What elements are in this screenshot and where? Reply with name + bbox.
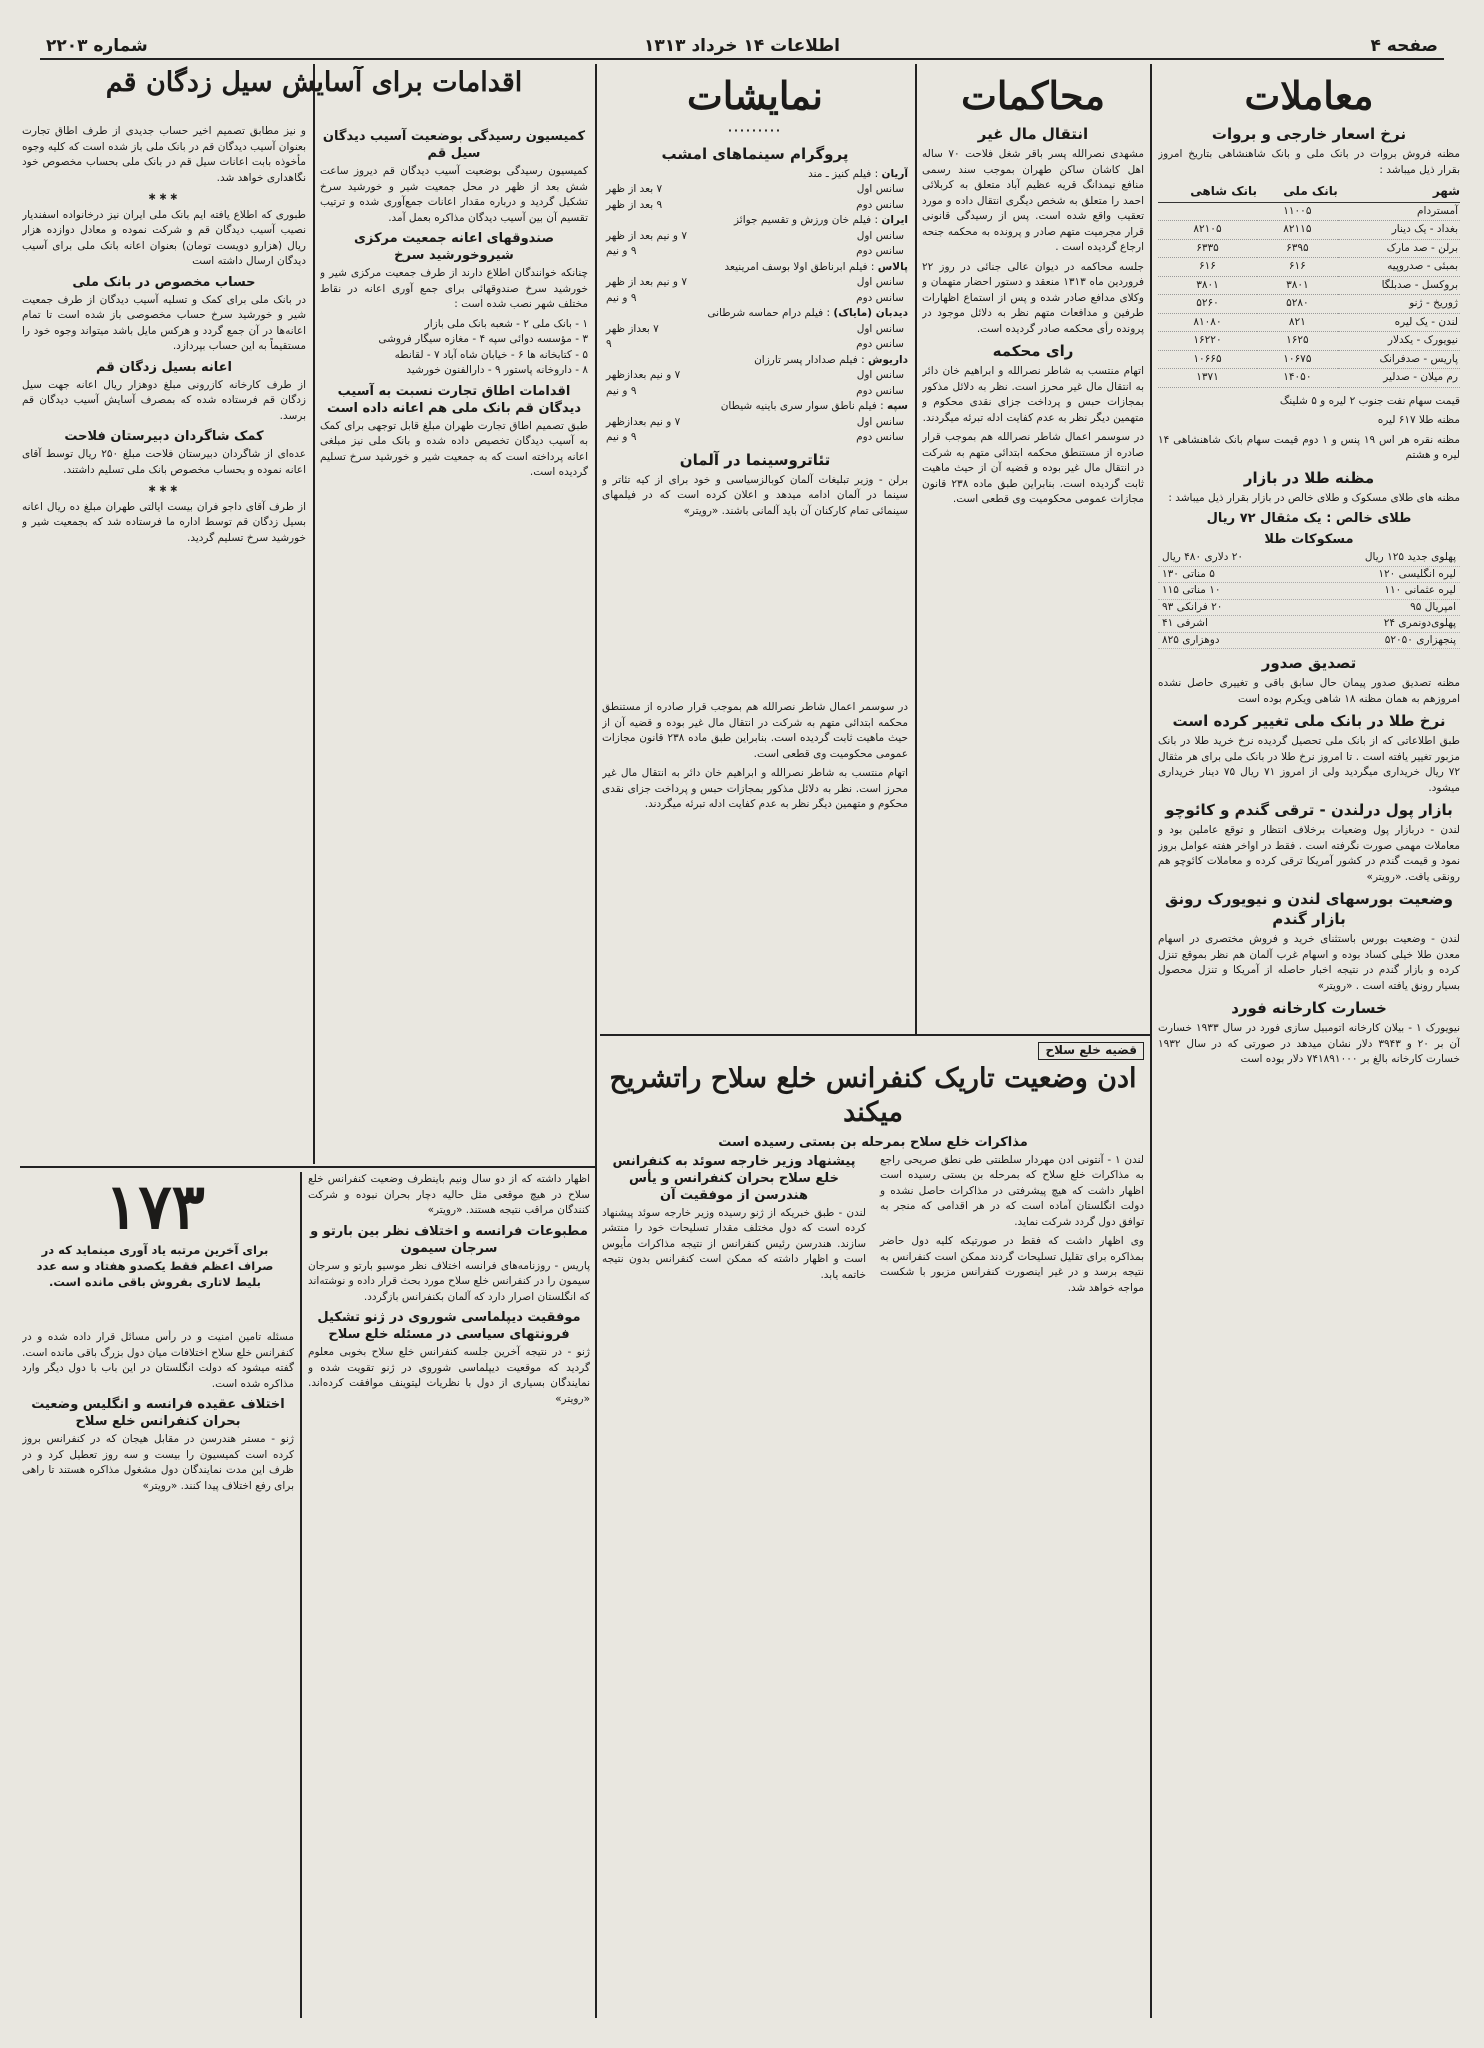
shahi-rate: ۱۶۲۲۰ xyxy=(1158,332,1257,351)
ford-text: نیویورک ۱ - بیلان کارخانه اتومبیل سازی فورد در سال ۱۹۳۳ خسارت آن بر ۲۰ و ۳۹۴۳ دلار نشان میدهد در صورتی که در سال ۱۹۳۲ خسارت کارخانه بالغ بر ۷۴۱۸۹۱۰۰۰ دلار بوده است xyxy=(1158,1022,1460,1065)
gold-market-intro: مظنه های طلای مسکوک و طلای خالص در بازار بقرار ذیل میباشد : xyxy=(1168,491,1460,504)
cinema-name: آریان xyxy=(881,167,908,180)
column-moamelat xyxy=(1158,66,1460,2021)
press-text: پاریس - روزنامه‌های فرانسه اختلاف نظر موسیو بارتو و سرجان سیمون را در کنفرانس خلع سلاح مورد بحث قرار داده و نوشته‌اند که انگلستان اصرار دارد که آلمان بکنفرانس بازگردد. xyxy=(308,1259,590,1303)
table-row xyxy=(1158,221,1460,240)
court-continuation xyxy=(602,700,908,1030)
list-item xyxy=(1158,550,1460,567)
shahi-rate: ۱۰۶۶۵ xyxy=(1158,350,1257,369)
list-item xyxy=(1158,633,1460,650)
city: پاریس - صدفرانک xyxy=(1338,350,1460,369)
lowleft-text: مسئله تامین امنیت و در رأس مسائل قرار داده شده و در کنفرانس خلع سلاح اختلافات میان دول بزرگ باقی مانده است. گفته میشود که دولت انگلستان در این باب با دول دیگر وارد مذاکره شده است. xyxy=(22,1331,294,1390)
table-row xyxy=(1158,369,1460,388)
session-label: سانس دوم xyxy=(856,291,904,304)
flood-sub2-heading: صندوقهای اعانه جمعیت مرکزی شیروخورشید سرخ xyxy=(353,231,555,263)
session-label: سانس دوم xyxy=(856,198,904,211)
disarm-tag: قضیه خلع سلاح xyxy=(1038,1042,1144,1060)
table-row xyxy=(1158,276,1460,295)
paper-date: اطلاعات ۱۴ خرداد ۱۳۱۳ xyxy=(644,36,840,56)
disarm-story xyxy=(602,1040,1144,2018)
special-account-heading: حساب مخصوص در بانک ملی xyxy=(72,274,256,290)
disarm-body xyxy=(602,1153,1144,1297)
page-label: صفحه ۴ xyxy=(1370,36,1438,56)
city: بغداد - یک دینار xyxy=(1338,221,1460,240)
column-rule xyxy=(313,64,315,1164)
flood-sub3-heading: اقدامات اطاق تجارت نسبت به آسیب دیدگان قم بانک ملی هم اعانه داده است xyxy=(326,383,582,416)
table-row xyxy=(1158,202,1460,221)
melli-rate: ۱۶۲۵ xyxy=(1257,332,1338,351)
cinema-film: فیلم درام حماسه شرطانی xyxy=(707,307,824,319)
midlow-text: اظهار داشته که از دو سال ونیم باینطرف وضعیت کنفرانس خلع سلاح در هیچ موقعی مثل حالیه دچار بحران نبوده و شرکت کنندگان مراقب نتیجه هستند. «رویتر» xyxy=(308,1173,590,1216)
city: برلن - صد مارک xyxy=(1338,239,1460,258)
coin-b: دوهزاری ۸۲۵ xyxy=(1162,633,1220,646)
city: بمبئی - صدروپیه xyxy=(1338,258,1460,277)
rates-intro: مظنه فروش بروات در بانک ملی و بانک شاهنشاهی بتاریخ امروز بقرار ذیل میباشد : xyxy=(1158,148,1460,176)
list-item: ۸ - داروخانه پاستور ۹ - دارالفنون خورشید xyxy=(406,364,588,376)
wheat-heading: بازار پول درلندن - ترقی گندم و کائوچو xyxy=(1165,801,1453,819)
lottery-number: ۱۷۳ xyxy=(105,1170,205,1243)
court-continuation-verdict: اتهام منتسب به شاطر نصرالله و ابراهیم خان دائر به انتقال مال غیر محرز است. نظر به دلائل مذکور بمجازات حبس و پرداخت جزای نقدی محکوم و متهمین دیگر نظر به عدم کفایت ادله تبرئه میگردند. xyxy=(602,767,908,810)
melli-rate: ۵۲۸۰ xyxy=(1257,295,1338,314)
session-label: سانس دوم xyxy=(856,431,904,443)
coins-heading: مسکوکات طلا xyxy=(1264,532,1354,547)
session-time: ۷ و نیم بعدازظهر xyxy=(606,369,681,381)
coin-a: پهلوی جدید ۱۲۵ ریال xyxy=(1364,551,1456,563)
cinema-block: آریان : فیلم کنیز ـ مند سانس اول ۷ بعد از ظهر سانس دوم ۹ بعد از ظهر xyxy=(602,167,908,214)
tasdiq-text: مظنه تصدیق صدور پیمان حال سابق باقی و تغییری حاصل نشده امروزهم به همان مظنه ۱۸ شاهی ویکرم بوده است xyxy=(1158,677,1460,705)
list-item: ۵ - کتابخانه ها ۶ - خیابان شاه آباد ۷ - لقانطه xyxy=(394,348,588,361)
flood-sub3-text: طبق تصمیم اطاق تجارت طهران مبلغ قابل توجهی برای کمک به آسیب دیدگان تخصیص داده شده و بانک ملی نیز مبلغی اعانه پرداخته است که به جمعیت شیر و خورشید سرخ تسلیم گردیده است. xyxy=(320,419,588,478)
melli-rate: ۱۰۶۷۵ xyxy=(1257,350,1338,369)
melli-rate: ۱۴۰۵۰ xyxy=(1257,369,1338,388)
flood-last-text: از طرف آقای داجو فران بیست ایالتی طهران مبلغ ده ریال اعانه بسیل زدگان قم توسط اداره ما فرستاده شد که بجمعیت شیر و خورشید سرخ تسلیم گردید. xyxy=(22,500,306,544)
shahi-rate: ۸۲۱۰۵ xyxy=(1158,221,1257,240)
gold-pound-note: مظنه طلا ۶۱۷ لیره xyxy=(1377,414,1460,426)
issue-number: شماره ۲۲۰۳ xyxy=(46,36,148,56)
proposal-text: لندن - طبق خبریکه از ژنو رسیده وزیر خارجه سوئد پیشنهاد کرده است که دول مختلف مقدار تسلیحات خود را منتشر سازند. هندرسن رئیس کنفرانس از نتیجه مذاکرات مأیوس است و اظهار داشته که ممکن است کنفرانس بدون نتیجه خاتمه یابد. xyxy=(602,1206,866,1281)
bourse-text: لندن - وضعیت بورس باستثنای خرید و فروش مختصری در اسهام معدن طلا خیلی کساد بوده و اسهام غرب آلمان هم نظر بموقع تنزل کرده و بازار گندم در نتیجه اخبار حاصله از آمریکا و تنزل محصول بسیار رونق یافته است . «رویتر» xyxy=(1158,933,1460,992)
column-namayeshat: نمایشات ········· پروگرام سینماهای امشب آریان : فیلم کنیز ـ مند سانس اول ۷ بعد از ظهر سانس دوم ۹ بعد از ظهر ایران : فیلم خان ورزش و تقسیم جوائز سانس اول ۷ و نیم بعد از ظهر سانس دوم ۹ و نیم پالاس : فیلم ابرناطق اولا بوسف امرینیعد سانس اول ۷ و نیم بعد از ظهر سانس دوم ۹ و نیم دیدبان (مایاک) : فیلم درام حماسه شرطانی سانس اول ۷ بعداز ظهر سانس دوم ۹ داریوش : فیلم صدادار پسر تارزان سانس اول ۷ و نیم بعدازظهر سانس دوم ۹ و نیم سپه : فیلم ناطق سوار سری باینیه شیطان سانس اول ۷ و نیم بعدازظهر سانس دوم ۹ و نیم تئاتروسینما در آلمان برلن - وزیر تبلیغات آلمان کوبالزسیاسی و خود برای از کیه تئاتر و سینما در آلمان ادامه میدهد و اعلان کرده است که در فیلمهای سینمائی تمام کارکنان آن باید آلمانی باشند. «رویتر» xyxy=(602,66,908,696)
session-time: ۷ بعد از ظهر xyxy=(606,183,663,195)
melli-rate: ۳۸۰۱ xyxy=(1257,276,1338,295)
melli-rate: ۶۳۹۵ xyxy=(1257,239,1338,258)
list-item xyxy=(1158,567,1460,584)
coin-a: لیره عثمانی ۱۱۰ xyxy=(1384,584,1456,596)
coin-a: پنجهزاری ۵۲۰۵۰ xyxy=(1384,633,1456,646)
case2-text: در سوسمر اعمال شاطر نصرالله هم بموجب قرار صادره از مستنطق محکمه ابتدائی متهم به شرکت در انتقال مال غیر بوده و قضیه آن از حیث ماهیت ثابت گردیده است. بنابراین طبق ماده ۲۳۸ قانون مجازات عمومی محکومیت وی قطعی است. xyxy=(922,431,1144,505)
cinema-block: دیدبان (مایاک) : فیلم درام حماسه شرطانی سانس اول ۷ بعداز ظهر سانس دوم ۹ xyxy=(602,306,908,353)
list-item xyxy=(1158,583,1460,600)
students-text: عده‌ای از شاگردان دبیرستان فلاحت مبلغ ۲۵۰ ریال توسط آقای اعانه نموده و بحساب مخصوص بانک ملی تسلیم داشتند. xyxy=(22,448,306,476)
col-header-city: شهر xyxy=(1338,182,1460,202)
cinema-film: فیلم کنیز ـ مند xyxy=(808,167,872,180)
column-low-left xyxy=(22,1330,294,2018)
program-heading: پروگرام سینماهای امشب xyxy=(661,144,849,163)
page-header xyxy=(40,34,1444,60)
cinema-film: فیلم خان ورزش و تقسیم جوائز xyxy=(733,214,872,226)
section-title-moamelat: معاملات xyxy=(1244,73,1374,118)
column-mohakemat xyxy=(922,66,1144,1030)
gold-pure-price: طلای خالص : یک مثقال ۷۲ ریال xyxy=(1206,511,1412,526)
table-row xyxy=(1158,350,1460,369)
city: بروکسل - صدبلگا xyxy=(1338,276,1460,295)
bourse-heading: وضعیت بورسهای لندن و نیویورک رونق بازار گندم xyxy=(1165,890,1453,928)
donation-box-list xyxy=(320,317,588,379)
column-flood-b: و نیز مطابق تصمیم اخیر حساب جدیدی از طرف اطاق تجارت بعنوان آسیب دیدگان قم در بانک ملی باز شده است که کلیه وجوه مأخوذه بابت اعانات سیل قم در بانک ملی بحساب مخصوص خود نگاهداری خواهد شد. ∗∗∗ طبوری که اطلاع یافته ایم بانک ملی ایران نیز درخانواده اسفندیار نصیب آسیب دیدگان قم و شرکت نموده و معادل دوازده هزار ریال (هزارو دویست تومان) بعنوان اعانه بانک ملی برای آسیب دیدگان ارسال داشته است حساب مخصوص در بانک ملی در بانک ملی برای کمک و تسلیه آسیب دیدگان از طرف جمعیت شیر و خورشید سرخ حساب مخصوصی باز شده است تا تمام اعانه‌ها در آن جمع گردد و هرکس مایل باشد میتواند وجوه خود را مستقیماً به این حساب بپردازد. اعانه بسیل زدگان قم از طرف کارخانه کازرونی مبلغ دوهزار ریال اعانه جهت سیل زدگان قم فرستاده شده که بمصرف آسایش آسیب دیدگان قم برسد. کمک شاگردان دبیرستان فلاحت عده‌ای از شاگردان دبیرستان فلاحت مبلغ ۲۵۰ ریال توسط آقای اعانه نموده و بحساب مخصوص بانک ملی تسلیم داشتند. ∗∗∗ از طرف آقای داجو فران بیست ایالتی طهران مبلغ ده ریال اعانه بسیل زدگان قم توسط اداره ما فرستاده شد که بجمعیت شیر و خورشید سرخ تسلیم گردید. xyxy=(22,124,306,1162)
city: رم میلان - صدلیر xyxy=(1338,369,1460,388)
section-rule xyxy=(20,1166,595,1168)
column-flood-a xyxy=(320,124,588,1162)
donation-text: از طرف کارخانه کازرونی مبلغ دوهزار ریال اعانه جهت سیل زدگان قم فرستاده شده که بمصرف آسایش آسیب دیدگان قم برسد. xyxy=(22,378,306,422)
session-time: ۹ و نیم xyxy=(606,291,637,304)
list-item xyxy=(1158,616,1460,633)
melli-rate: ۸۲۱ xyxy=(1257,313,1338,332)
melli-gold-text: طبق اطلاعاتی که از بانک ملی تحصیل گردیده نرخ خرید طلا در بانک مزبور تغییر یافته است . تا امروز نرخ طلا در بانک ملی برای هر مثقال ۷۲ ریال خریداری میگردید ولی از امروز ۷۱ ریال ۷۵ دینار خریداری میشود. xyxy=(1158,735,1460,794)
special-account-text: در بانک ملی برای کمک و تسلیه آسیب دیدگان از طرف جمعیت شیر و خورشید سرخ حساب مخصوصی باز شده است تا تمام اعانه‌ها در آن جمع گردد و هرکس مایل باشد میتواند وجوه خود را مستقیماً به این حساب بپردازد. xyxy=(22,293,306,352)
theatre-heading: تئاتروسینما در آلمان xyxy=(679,450,831,469)
melli-gold-heading: نرخ طلا در بانک ملی تغییر کرده است xyxy=(1172,712,1446,730)
table-row xyxy=(1158,313,1460,332)
flood-sub1-text: کمیسیون رسیدگی بوضعیت آسیب دیدگان قم دیروز ساعت شش بعد از ظهر در محل جمعیت شیر و خورشید سرخ تشکیل گردید و درباره مقدار اعانات جمع‌آوری شده و ترتیب تقسیم آن بین آسیب دیدگان مذاکره بعمل آمد. xyxy=(320,165,588,224)
city: لندن - یک لیره xyxy=(1338,313,1460,332)
cinema-block: داریوش : فیلم صدادار پسر تارزان سانس اول ۷ و نیم بعدازظهر سانس دوم ۹ و نیم xyxy=(602,353,908,400)
exchange-rates-table xyxy=(1158,182,1460,388)
flood-sub2-text: چنانکه خوانندگان اطلاع دارند از طرف جمعیت مرکزی شیر و خورشید سرخ صندوقهائی برای جمع آوری اعانه در نقاط مختلف شهر نصب شده است : xyxy=(320,267,588,310)
session-time: ۷ و نیم بعدازظهر xyxy=(606,415,681,428)
column-low-mid xyxy=(308,1172,590,2018)
city: ژوریخ - ژنو xyxy=(1338,295,1460,314)
flood-title-area xyxy=(40,66,588,126)
coin-b: ۲۰ دلاری ۴۸۰ ریال xyxy=(1162,551,1244,563)
session-time: ۹ و نیم xyxy=(606,431,637,443)
list-item: ۳ - مؤسسه دوائی سپه ۴ - مغازه سیگار فروشی xyxy=(378,333,588,345)
students-heading: کمک شاگردان دبیرستان فلاحت xyxy=(64,429,264,444)
disarm-text1: لندن ۱ - آنتونی ادن مهردار سلطنتی طی نطق صریحی راجع به مذاکرات خلع سلاح که بمرحله بن بستی رسیده است اظهار داشت که هیچ پیشرفتی در مذاکرات حاصل نشده و دولت انگلستان آماده است که در هر اقدامی که منجر به توافق دول گردد شرکت نماید. xyxy=(880,1153,1144,1228)
melli-rate: ۱۱۰۰۵ xyxy=(1257,202,1338,221)
soviet-heading: موفقیت دیپلماسی شوروی در ژنو تشکیل فرونتهای سیاسی در مسئله خلع سلاح xyxy=(317,1310,581,1342)
shahi-rate: ۶۱۶ xyxy=(1158,258,1257,277)
disarm-subhead: مذاکرات خلع سلاح بمرحله بن بستی رسیده است xyxy=(718,1134,1028,1150)
cinema-block: ایران : فیلم خان ورزش و تقسیم جوائز سانس اول ۷ و نیم بعد از ظهر سانس دوم ۹ و نیم xyxy=(602,213,908,260)
case1-more: جلسه محاکمه در دیوان عالی جنائی در روز ۲۲ فروردین ماه ۱۳۱۳ منعقد و دستور احضار متهمان و وکلای مدافع صادر شده و پس از استماع اظهارات طرفین و مدافعات متهم نظر به دلائل موجود در پرونده رأی محکمه صادر گردیده است. xyxy=(922,260,1144,335)
verdict-heading: رای محکمه xyxy=(992,342,1074,360)
session-time: ۹ بعد از ظهر xyxy=(606,198,663,211)
disarm-headline: ادن وضعیت تاریک کنفرانس خلع سلاح راتشریح میکند xyxy=(609,1062,1137,1128)
flood-right-text: و نیز مطابق تصمیم اخیر حساب جدیدی از طرف اطاق تجارت بعنوان آسیب دیدگان قم در بانک ملی باز شده است که کلیه وجوه مأخوذه بابت اعانات سیل قم در بانک ملی بحساب مخصوص خود نگاهداری خواهد شد. xyxy=(22,125,306,184)
col-header-melli: بانک ملی xyxy=(1257,182,1338,202)
disarm-text2: وی اظهار داشت که فقط در صورتیکه کلیه دول حاضر بمذاکره برای تقلیل تسلیحات گردند ممکن است کنفرانس به نتیجه برسد و در غیر اینصورت کنفرانس مزبور با شکست مواجه خواهد شد. xyxy=(880,1235,1144,1294)
city: نیویورک - یکدلار xyxy=(1338,332,1460,351)
oil-stock-note: قیمت سهام نفت جنوب ۲ لیره و ۵ شلینگ xyxy=(1279,394,1460,407)
coin-b: اشرفی ۴۱ xyxy=(1162,617,1208,629)
ford-heading: خسارت کارخانه فورد xyxy=(1231,999,1387,1017)
column-rule xyxy=(300,1172,302,2018)
shahi-rate: ۳۸۰۱ xyxy=(1158,276,1257,295)
rates-heading: نرخ اسعار خارجی و بروات xyxy=(1211,125,1407,143)
city: آمستردام xyxy=(1338,202,1460,221)
section-rule xyxy=(600,1034,1150,1036)
shahi-rate: ۵۲۶۰ xyxy=(1158,295,1257,314)
session-label: سانس اول xyxy=(856,322,904,335)
verdict-text: اتهام منتسب به شاطر نصرالله و ابراهیم خان دائر به انتقال مال غیر محرز است. نظر به دلائل مذکور بمجازات حبس و پرداخت جزای نقدی محکوم و متهمین دیگر نظر به عدم کفایت ادله تبرئه میگردند. xyxy=(922,365,1144,424)
tasdiq-heading: تصدیق صدور xyxy=(1261,654,1357,672)
cinema-name: پالاس xyxy=(877,260,908,273)
coin-b: ۵ مناتی ۱۳۰ xyxy=(1162,567,1215,580)
list-item: ۱ - بانک ملی ۲ - شعبه بانک ملی بازار xyxy=(424,317,588,330)
cinema-film: فیلم صدادار پسر تارزان xyxy=(754,353,858,366)
column-rule xyxy=(915,64,917,1034)
case1-text: مشهدی نصرالله پسر باقر شغل فلاحت ۷۰ ساله اهل کاشان ساکن طهران بموجب سند رسمی منافع نیمدانگ قریه عظیم آباد متعلق به کربلائی احمد را متعلق به شخص دیگری انتقال داده و مورد تعقیب واقع شده است. پس از رسیدگی قانونی قرار مجرمیت متهم صادر و پرونده به محکمه جنحه ارجاع گردیده است . xyxy=(922,148,1144,253)
shahi-rate xyxy=(1158,202,1257,221)
session-label: سانس اول xyxy=(856,369,904,381)
session-time: ۷ بعداز ظهر xyxy=(606,322,659,335)
shahi-rate: ۱۳۷۱ xyxy=(1158,369,1257,388)
court-continuation-text: در سوسمر اعمال شاطر نصرالله هم بموجب قرار صادره از مستنطق محکمه ابتدائی متهم به شرکت در انتقال مال غیر بوده و قضیه آن از حیث ماهیت ثابت گردیده است. بنابراین طبق ماده ۲۳۸ قانون مجازات عمومی محکومیت وی قطعی است. xyxy=(602,701,908,760)
shahi-rate: ۸۱۰۸۰ xyxy=(1158,313,1257,332)
session-label: سانس اول xyxy=(856,229,904,242)
gold-market-heading: مظنه طلا در بازار xyxy=(1243,468,1375,487)
coin-b: ۲۰ فرانکی ۹۳ xyxy=(1162,600,1223,613)
donation-heading: اعانه بسیل زدگان قم xyxy=(96,359,232,375)
press-heading: مطبوعات فرانسه و اختلاف نظر بین بارتو و سرجان سیمون xyxy=(310,1223,588,1256)
session-label: سانس دوم xyxy=(856,338,904,350)
case1-heading: انتقال مال غیر xyxy=(977,125,1089,143)
list-item xyxy=(1158,600,1460,617)
column-rule xyxy=(595,64,597,2018)
session-label: سانس اول xyxy=(856,415,904,428)
session-time: ۹ و نیم xyxy=(606,384,637,397)
wheat-text: لندن - دربازار پول وضعیات برخلاف انتظار و توقع عاملین بود و معاملات مهمی صورت نگرفته است . فقط در اواخر هفته عوامل بروز نمود و قیمت گندم در کشور آمریکا ترقی کرده و معاملات کائوچو هم رونقی یافت. «رویتر» xyxy=(1158,824,1460,883)
table-row xyxy=(1158,295,1460,314)
cinema-name: داریوش xyxy=(867,353,908,366)
coin-a: پهلوی‌دونمری ۲۴ xyxy=(1383,617,1456,629)
session-time: ۷ و نیم بعد از ظهر xyxy=(606,276,687,288)
cinema-name: ایران xyxy=(881,214,908,226)
cinema-film: فیلم ابرناطق اولا بوسف امرینیعد xyxy=(724,260,868,273)
lottery-text: برای آخرین مرتبه یاد آوری مینماید که در صراف اعظم فقط یکصدو هفتاد و سه عدد بلیط لاتاری بفروش باقی مانده است. xyxy=(36,1243,274,1289)
flood-headline: اقدامات برای آسایش سیل زدگان قم xyxy=(105,67,523,98)
section-title-mohakemat: محاکمات xyxy=(961,73,1105,118)
cinema-name: سپه xyxy=(887,400,908,412)
session-label: سانس دوم xyxy=(856,245,904,257)
section-title-namayeshat: نمایشات xyxy=(687,73,823,118)
melli-rate: ۸۲۱۱۵ xyxy=(1257,221,1338,240)
table-row xyxy=(1158,332,1460,351)
session-time: ۹ و نیم xyxy=(606,245,637,257)
rift-heading: اختلاف عقیده فرانسه و انگلیس وضعیت بحران کنفرانس خلع سلاح xyxy=(31,1397,285,1429)
lottery-box xyxy=(30,1172,280,1290)
flood-right-p2: طبوری که اطلاع یافته ایم بانک ملی ایران نیز درخانواده اسفندیار نصیب آسیب دیدگان قم و شرکت نموده و معادل دوازده هزار ریال (هزارو دویست تومان) بعنوان اعانه بانک ملی برای آسیب دیدگان ارسال داشته است xyxy=(22,208,306,267)
melli-rate: ۶۱۶ xyxy=(1257,258,1338,277)
cinema-film: فیلم ناطق سوار سری باینیه شیطان xyxy=(720,400,877,412)
proposal-heading: پیشنهاد وزیر خارجه سوئد به کنفرانس خلع سلاح بحران کنفرانس و یأس هندرسن از موفقیت آن xyxy=(612,1153,856,1203)
cinema-block: سپه : فیلم ناطق سوار سری باینیه شیطان سانس اول ۷ و نیم بعدازظهر سانس دوم ۹ و نیم xyxy=(602,399,908,446)
session-label: سانس اول xyxy=(856,183,904,195)
session-time: ۹ xyxy=(606,338,612,350)
coin-b: ۱۰ مناتی ۱۱۵ xyxy=(1162,584,1221,596)
coins-list xyxy=(1158,550,1460,649)
theatre-text: برلن - وزیر تبلیغات آلمان کوبالزسیاسی و خود برای از کیه تئاتر و سینما در آلمان ادامه میدهد و اعلان کرده است که در فیلمهای سینمائی تمام کارکنان آن باید آلمانی باشند. «رویتر» xyxy=(602,473,908,517)
coin-a: امپریال ۹۵ xyxy=(1410,600,1456,613)
col-header-shahi: بانک شاهی xyxy=(1158,182,1257,202)
table-row xyxy=(1158,258,1460,277)
rift-text: ژنو - مستر هندرسن در مقابل هیجان که در کنفرانس بروز کرده است کمیسیون را بیست و سه روز تعطیل کرد و در ظرف این مدت نمایندگان دول مشغول مذاکره هستند تا راهی برای رفع اختلاف پیدا کنند. «رویتر» xyxy=(22,1433,294,1492)
coin-a: لیره انگلیسی ۱۲۰ xyxy=(1378,567,1456,580)
table-row xyxy=(1158,239,1460,258)
cinema-name: دیدبان (مایاک) xyxy=(833,307,908,319)
soviet-text: ژنو - در نتیجه آخرین جلسه کنفرانس خلع سلاح بخوبی معلوم گردید که موقعیت دیپلماسی شوروی در ژنو تقویت شده و نمایندگان بسیاری از دول با نظریات لیتوینف موافقت کرده‌اند. «رویتر» xyxy=(308,1346,590,1405)
cinema-block: پالاس : فیلم ابرناطق اولا بوسف امرینیعد سانس اول ۷ و نیم بعد از ظهر سانس دوم ۹ و نیم xyxy=(602,260,908,307)
session-time: ۷ و نیم بعد از ظهر xyxy=(606,229,687,242)
silver-note: مظنه نقره هر اس ۱۹ پنس و ۱ دوم قیمت سهام بانک شاهنشاهی ۱۴ لیره و هشتم xyxy=(1158,433,1460,461)
shahi-rate: ۶۳۳۵ xyxy=(1158,239,1257,258)
session-label: سانس دوم xyxy=(856,384,904,397)
flood-sub1-heading: کمیسیون رسیدگی بوضعیت آسیب دیدگان سیل قم xyxy=(322,129,586,161)
session-label: سانس اول xyxy=(856,276,904,288)
column-rule xyxy=(1150,64,1152,2018)
